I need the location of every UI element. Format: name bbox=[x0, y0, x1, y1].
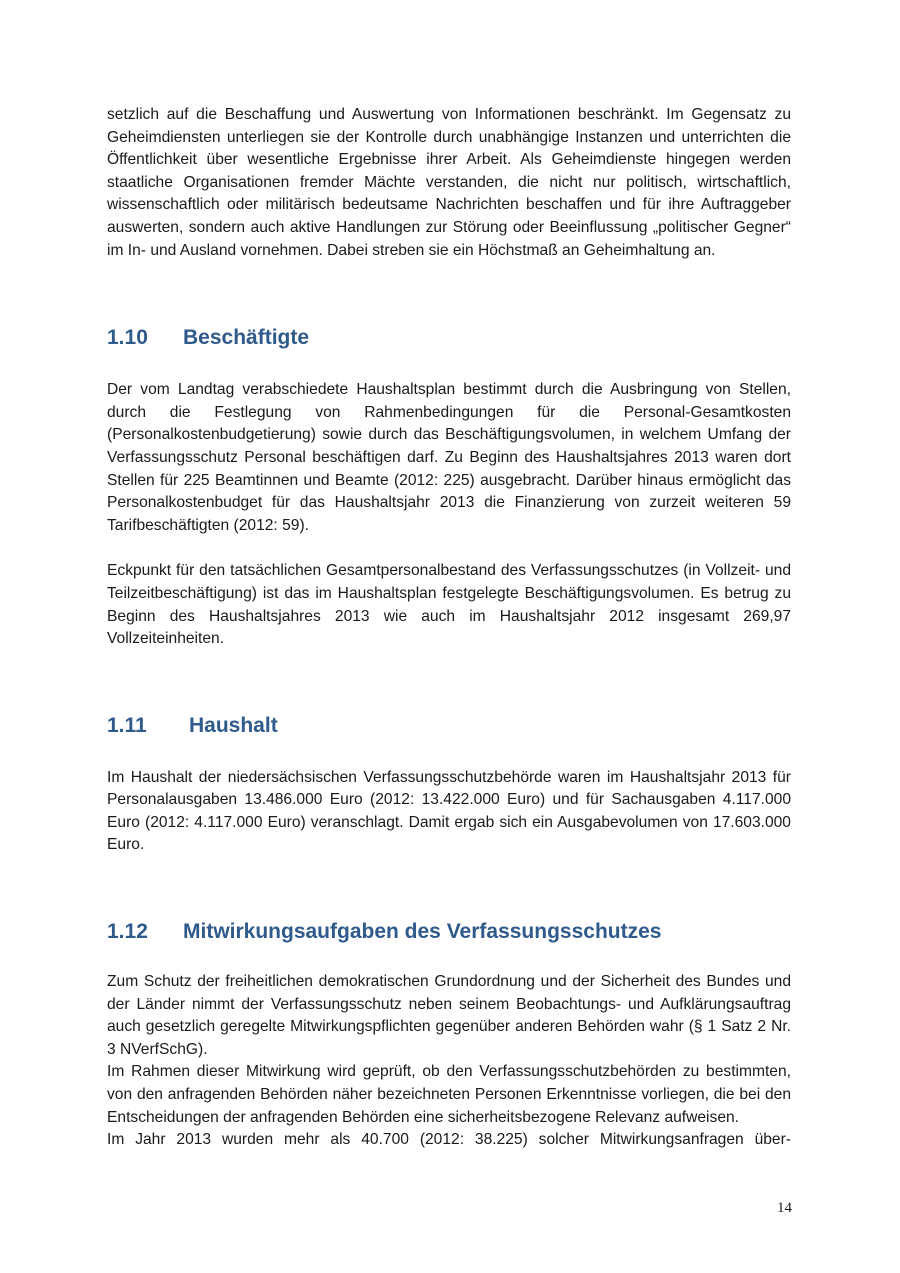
section-1-10-paragraph-1: Der vom Landtag verabschiedete Haushaltsplan bestimmt durch die Ausbringung von Stellen, durch die Festlegung von Rahmenbedingungen für die Personal-Gesamtkosten (Personalkostenbudgetierung) sowie durch das Beschäftigungsvolumen, in welchem Umfang der Verfassungsschutz Personal beschäftigen darf. Zu Beginn des Haushaltsjahres 2013 waren dort Stellen für 225 Beamtinnen und Beamte (2012: 225) ausgebracht. Darüber hinaus ermöglicht das Personalkostenbudget für das Haushaltsjahr 2013 die Finanzierung von zurzeit weiteren 59 Tarifbeschäftigten (2012: 59). bbox=[107, 381, 791, 534]
section-title: Beschäftigte bbox=[183, 326, 310, 350]
section-heading-1-10 bbox=[107, 324, 791, 352]
section-heading-1-12 bbox=[107, 918, 791, 946]
section-number: 1.12 bbox=[107, 920, 148, 944]
section-1-12-paragraph-2: Im Rahmen dieser Mitwirkung wird geprüft, ob den Verfassungsschutzbehörden zu bestimmten, von den anfragenden Behörden näher bezeichneten Personen Erkenntnisse vorliegen, die bei den Entscheidungen der anfragenden Behörden eine sicherheitsbezogene Relevanz aufweisen. bbox=[107, 1063, 791, 1126]
section-number: 1.10 bbox=[107, 326, 148, 350]
section-1-10-paragraph-2: Eckpunkt für den tatsächlichen Gesamtpersonalbestand des Verfassungsschutzes (in Vollzeit- und Teilzeitbeschäftigung) ist das im Haushaltsplan festgelegte Beschäftigungsvolumen. Es betrug zu Beginn des Haushaltsjahres 2013 wie auch im Haushaltsjahr 2012 insgesamt 269,97 Vollzeiteinheiten. bbox=[107, 562, 791, 648]
page-number: 14 bbox=[777, 1200, 792, 1216]
section-1-11-paragraph-1: Im Haushalt der niedersächsischen Verfassungsschutzbehörde waren im Haushaltsjahr 2013 für Personalausgaben 13.486.000 Euro (2012: 13.422.000 Euro) und für Sachausgaben 4.117.000 Euro (2012: 4.117.000 Euro) veranschlagt. Damit ergab sich ein Ausgabevolumen von 17.603.000 Euro. bbox=[107, 768, 791, 854]
section-1-12-paragraph-3: Im Jahr 2013 wurden mehr als 40.700 (2012: 38.225) solcher Mitwirkungsanfragen über- bbox=[107, 1131, 791, 1149]
section-title: Mitwirkungsaufgaben des Verfassungsschutzes bbox=[183, 920, 662, 944]
section-heading-1-11 bbox=[107, 712, 791, 740]
section-1-12-paragraph-1: Zum Schutz der freiheitlichen demokratischen Grundordnung und der Sicherheit des Bundes und der Länder nimmt der Verfassungsschutz neben seinem Beobachtungs- und Aufklärungsauftrag auch gesetzlich geregelte Mitwirkungspflichten gegenüber anderen Behörden wahr (§ 1 Satz 2 Nr. 3 NVerfSchG). bbox=[107, 973, 791, 1058]
document-page bbox=[107, 104, 791, 1152]
section-number: 1.11 bbox=[107, 713, 147, 737]
intro-paragraph: setzlich auf die Beschaffung und Auswertung von Informationen beschränkt. Im Gegensatz zu Geheimdiensten unterliegen sie der Kontrolle durch unabhängige Instanzen und unterrichten die Öffentlichkeit über wesentliche Ergebnisse ihrer Arbeit. Als Geheimdienste hingegen werden staatliche Organisationen fremder Mächte verstanden, die nicht nur politisch, wirtschaftlich, wissenschaftlich oder militärisch bedeutsame Nachrichten beschaffen und für ihre Auftraggeber auswerten, sondern auch aktive Handlungen zur Störung oder Beeinflussung „politischer Gegner“ im In- und Ausland vornehmen. Dabei streben sie ein Höchstmaß an Geheimhaltung an. bbox=[107, 106, 791, 259]
section-title: Haushalt bbox=[189, 713, 278, 737]
